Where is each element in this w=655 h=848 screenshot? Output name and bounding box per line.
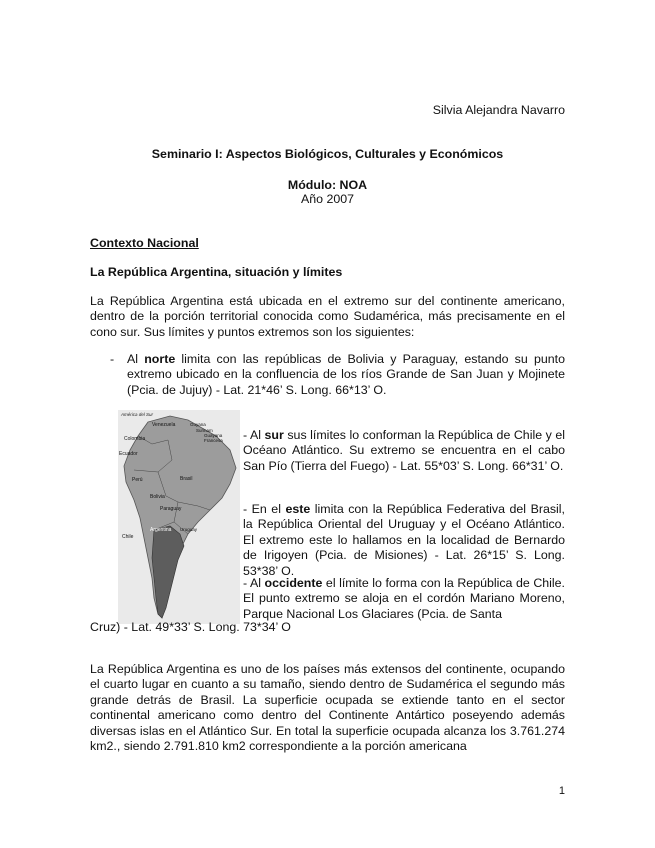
paragraph-este [243,502,565,579]
este-keyword: este [285,502,311,516]
intro-paragraph: La República Argentina está ubicada en el extremo sur del continente americano, dentro de la porción territorial conocida como Sudamérica, más precisamente en el cono sur. Sus límites y puntos extremos son los siguientes: [90,294,565,339]
map-label-peru: Perú [132,477,143,483]
bullet-dash: - [110,352,115,366]
map-label-guayana-francesa: Guayana Francesa [204,433,223,443]
south-america-map [118,410,240,624]
map-label-chile: Chile [122,534,134,540]
oeste-pre: - Al [243,576,265,590]
este-text: limita con la República Federativa del Brasil, la República Oriental del Uruguay y el Océano Atlántico. El extremo este lo hallamos en la localidad de Bernardo de Irigoyen (Pcia. de Misiones) - Lat. 26*15’ S. Long. 53*38’ O. [243,502,565,578]
extension-paragraph: La República Argentina es uno de los países más extensos del continente, ocupando el cuarto lugar en cuanto a su tamaño, siendo dentro de Sudamérica el segundo más grande detrás de Brasil. La superficie ocupada se extiende tanto en el sector continental americano como dentro del Continente Antártico poseyendo además diversas islas en el Atlántico Sur. En total la superficie ocupada alcanza los 3.761.274 km2., siendo 2.791.810 km2 correspondiente a la porción americana [90,662,565,754]
oeste-keyword: occidente [264,576,323,590]
map-label-colombia: Colombia [124,436,146,442]
bullet-norte-pre: Al [127,352,145,366]
map-label-bolivia: Bolivia [150,494,165,500]
oeste-text: el límite lo forma con la República de Chile. El punto extremo se aloja en el cordón Mariano Moreno, Parque Nacional Los Glaciares (Pcia. de Santa [243,576,565,621]
paragraph-oeste [243,576,565,622]
map-label-paraguay: Paraguay [160,506,182,512]
map-label-venezuela: Venezuela [152,422,176,428]
map-label-surinam: Surinam [196,428,213,433]
document-title: Seminario I: Aspectos Biológicos, Culturales y Económicos [151,147,504,161]
page-number: 1 [558,785,565,797]
module-label: Módulo: NOA [287,178,368,192]
map-caption: América del Sur [121,412,154,417]
map-label-guyana: Guyana [190,422,206,427]
map-label-argentina: Argentina [150,527,172,533]
map-label-ecuador: Ecuador [119,451,138,457]
sur-text: sus límites lo conforman la República de Chile y el Océano Atlántico. Su extremo se encuentra en el cabo San Pío (Tierra del Fuego) - Lat. 55*03’ S. Long. 66*31’ O. [243,428,565,473]
paragraph-oeste-continuation: Cruz) - Lat. 49*33’ S. Long. 73*34’ O [90,620,291,634]
sur-pre: - Al [243,428,265,442]
bullet-norte-text: limita con las repúblicas de Bolivia y Paraguay, estando su punto extremo ubicado en la confluencia de los ríos Grande de San Juan y Mojinete (Pcia. de Jujuy) - Lat. 21*46’ S. Long. 66*13’ O. [127,352,565,397]
section-heading-contexto: Contexto Nacional [90,236,199,250]
este-pre: - En el [243,502,286,516]
year-label: Año 2007 [300,192,355,206]
paragraph-sur [243,428,565,474]
bullet-norte-keyword: norte [144,352,176,366]
map-label-brasil: Brasil [180,476,193,482]
map-label-uruguay: Uruguay [180,527,198,532]
author-name: Silvia Alejandra Navarro [432,103,565,117]
section-heading-situacion: La República Argentina, situación y límites [90,265,343,279]
sur-keyword: sur [264,428,284,442]
bullet-norte [127,352,565,398]
